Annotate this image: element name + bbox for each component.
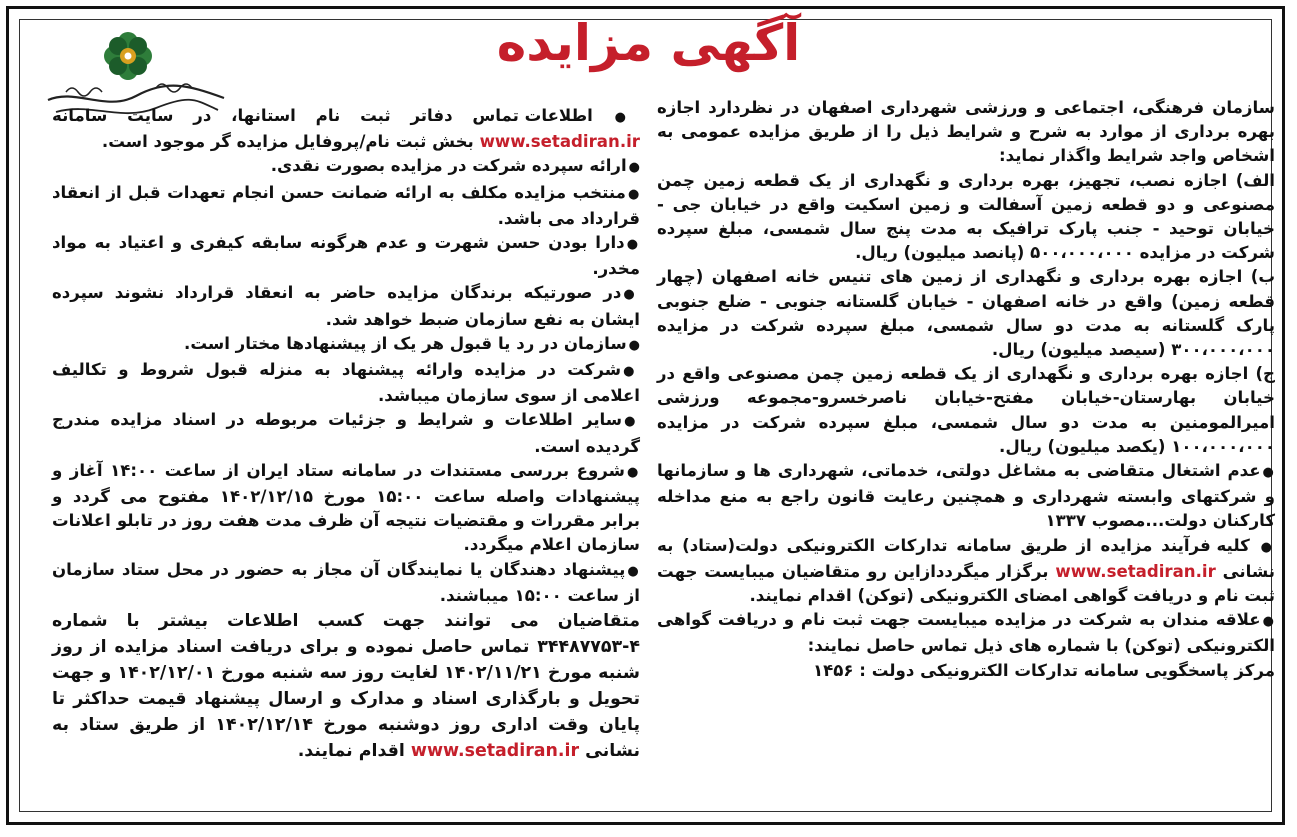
other-info-bullet: ● سایر اطلاعات و شرایط و جزئیات مربوطه در اسناد مزایده مندرج گردیده است. <box>52 408 640 458</box>
forfeit-bullet: ● در صورتیکه برندگان مزایده حاضر به انعقاد قرارداد نشوند سپرده ایشان به نفع سازمان ضبط خواهد شد. <box>52 281 640 331</box>
notice-title: آگهی مزایده <box>496 14 801 72</box>
process-bullet <box>657 534 1275 609</box>
process-text-continued: برگزار میگرددازاین رو متقاضیان میبایست جهت ثبت نام و دریافت گواهی امضای الکترونیکی (توکن) اقدام نمایند. <box>657 561 1275 606</box>
closing-text-continued: اقدام نمایند. <box>297 741 405 762</box>
intro-paragraph: سازمان فرهنگی، اجتماعی و ورزشی شهرداری اصفهان در نظردارد اجازه بهره برداری از موارد به شرح و شرایط ذیل را از طریق مزایده عمومی به اشخاص واجد شرایط واگذار نماید: <box>657 98 1275 166</box>
guarantee-bullet: ● منتخب مزایده مکلف به ارائه ضمانت حسن انجام تعهدات قبل از انعقاد قرارداد می باشد. <box>52 181 640 231</box>
deposit-bullet: ● ارائه سپرده شرکت در مزایده بصورت نقدی. <box>52 154 640 180</box>
contact-info-text-continued: بخش ثبت نام/پروفایل مزایده گر موجود است. <box>101 132 474 152</box>
setadiran-link[interactable]: www.setadiran.ir <box>479 132 640 152</box>
closing-paragraph <box>52 608 640 764</box>
setadiran-link[interactable]: www.setadiran.ir <box>410 741 580 762</box>
item-b-paragraph: ب) اجازه بهره برداری و نگهداری از زمین های تنیس خانه اصفهان (چهار قطعه زمین) واقع در خانه اصفهان - خیابان گلستانه جنوبی - ضلع جنوبی پارک گلستانه به مدت دو سال شمسی، مبلغ سپرده شرکت در مزایده ۳۰۰،۰۰۰،۰۰۰ (سیصد میلیون) ریال. <box>657 267 1275 360</box>
reputation-bullet: ● دارا بودن حسن شهرت و عدم هرگونه سابقه کیفری و اعتیاد به مواد مخدر. <box>52 231 640 281</box>
registration-bullet: ● علاقه مندان به شرکت در مزایده میبایست جهت ثبت نام و دریافت گواهی الکترونیکی (توکن) با شماره های ذیل تماس حاصل نمایند: <box>657 608 1275 658</box>
item-a-paragraph: الف) اجازه نصب، تجهیز، بهره برداری و نگهداری از یک قطعه زمین چمن مصنوعی و دو قطعه زمین آسفالت و زمین اسکیت واقع در خیابان جی - خیابان توحید - جنب پارک ترافیک به مدت پنج سال شمسی، مبلغ سپرده شرکت در مزایده ۵۰۰،۰۰۰،۰۰۰ (پانصد میلیون) ریال. <box>657 170 1275 263</box>
opening-schedule-bullet: ● شروع بررسی مستندات در سامانه ستاد ایران از ساعت ۱۴:۰۰ آغاز و پیشنهادات واصله ساعت ۱۵:۰۰ مورخ ۱۴۰۲/۱۲/۱۵ مفتوح می گردد و برابر مقررات و مقتضیات نتیجه آن ظرف مدت هفت روز در تابلو اعلانات سازمان اعلام میگردد. <box>52 459 640 558</box>
item-c-paragraph: ج) اجازه بهره برداری و نگهداری از یک قطعه زمین چمن مصنوعی واقع در خیابان بهارستان-خیابان مفتح-خیابان ناصرخسرو-مجموعه ورزشی امیرالمومنین به مدت دو سال شمسی، مبلغ سپرده شرکت در مزایده ۱۰۰،۰۰۰،۰۰۰ (یکصد میلیون) ریال. <box>657 364 1275 456</box>
contact-info-text: اطلاعات تماس دفاتر ثبت نام استانها، در سایت سامانه <box>52 106 593 125</box>
right-column <box>657 96 1275 683</box>
attendance-bullet: ● پیشنهاد دهندگان یا نمایندگان آن مجاز به حضور در محل ستاد سازمان از ساعت ۱۵:۰۰ میباشند. <box>52 558 640 608</box>
closing-text: متقاضیان می توانند جهت کسب اطلاعات بیشتر با شماره ۴-۳۴۴۸۷۷۵۳ تماس حاصل نموده و برای دریافت اسناد مزایده از روز شنبه مورخ ۱۴۰۲/۱۱/۲۱ لغایت روز سه شنبه مورخ ۱۴۰۲/۱۲/۰۱ و جهت تحویل و بارگذاری اسناد و مدارک و ارسال پیشنهاد قیمت حداکثر تا پایان وقت اداری روز دوشنبه مورخ ۱۴۰۲/۱۲/۱۴ از طریق ستاد به نشانی <box>52 611 640 762</box>
support-center-line: مرکز پاسخگویی سامانه تدارکات الکترونیکی دولت : ۱۴۵۶ <box>813 660 1275 680</box>
left-column <box>52 104 640 764</box>
acceptance-rights-bullet: ● سازمان در رد یا قبول هر یک از پیشنهادها مختار است. <box>52 332 640 358</box>
setadiran-link[interactable]: www.setadiran.ir <box>1055 561 1216 581</box>
participation-bullet: ● شرکت در مزایده وارائه پیشنهاد به منزله قبول شروط و تکالیف اعلامی از سوی سازمان میباشد. <box>52 358 640 408</box>
process-text: کلیه فرآیند مزایده از طریق سامانه تدارکات الکترونیکی دولت(ستاد) به نشانی <box>657 535 1275 581</box>
condition-bullet: ● عدم اشتغال متقاضی به مشاغل دولتی، خدماتی، شهرداری ها و سازمانها و شرکتهای وابسته شهرداری و همچنین رعایت قانون راجع به منع مداخله کارکنان دولت...مصوب ۱۳۳۷ <box>657 459 1275 534</box>
contact-info-bullet <box>52 104 640 154</box>
